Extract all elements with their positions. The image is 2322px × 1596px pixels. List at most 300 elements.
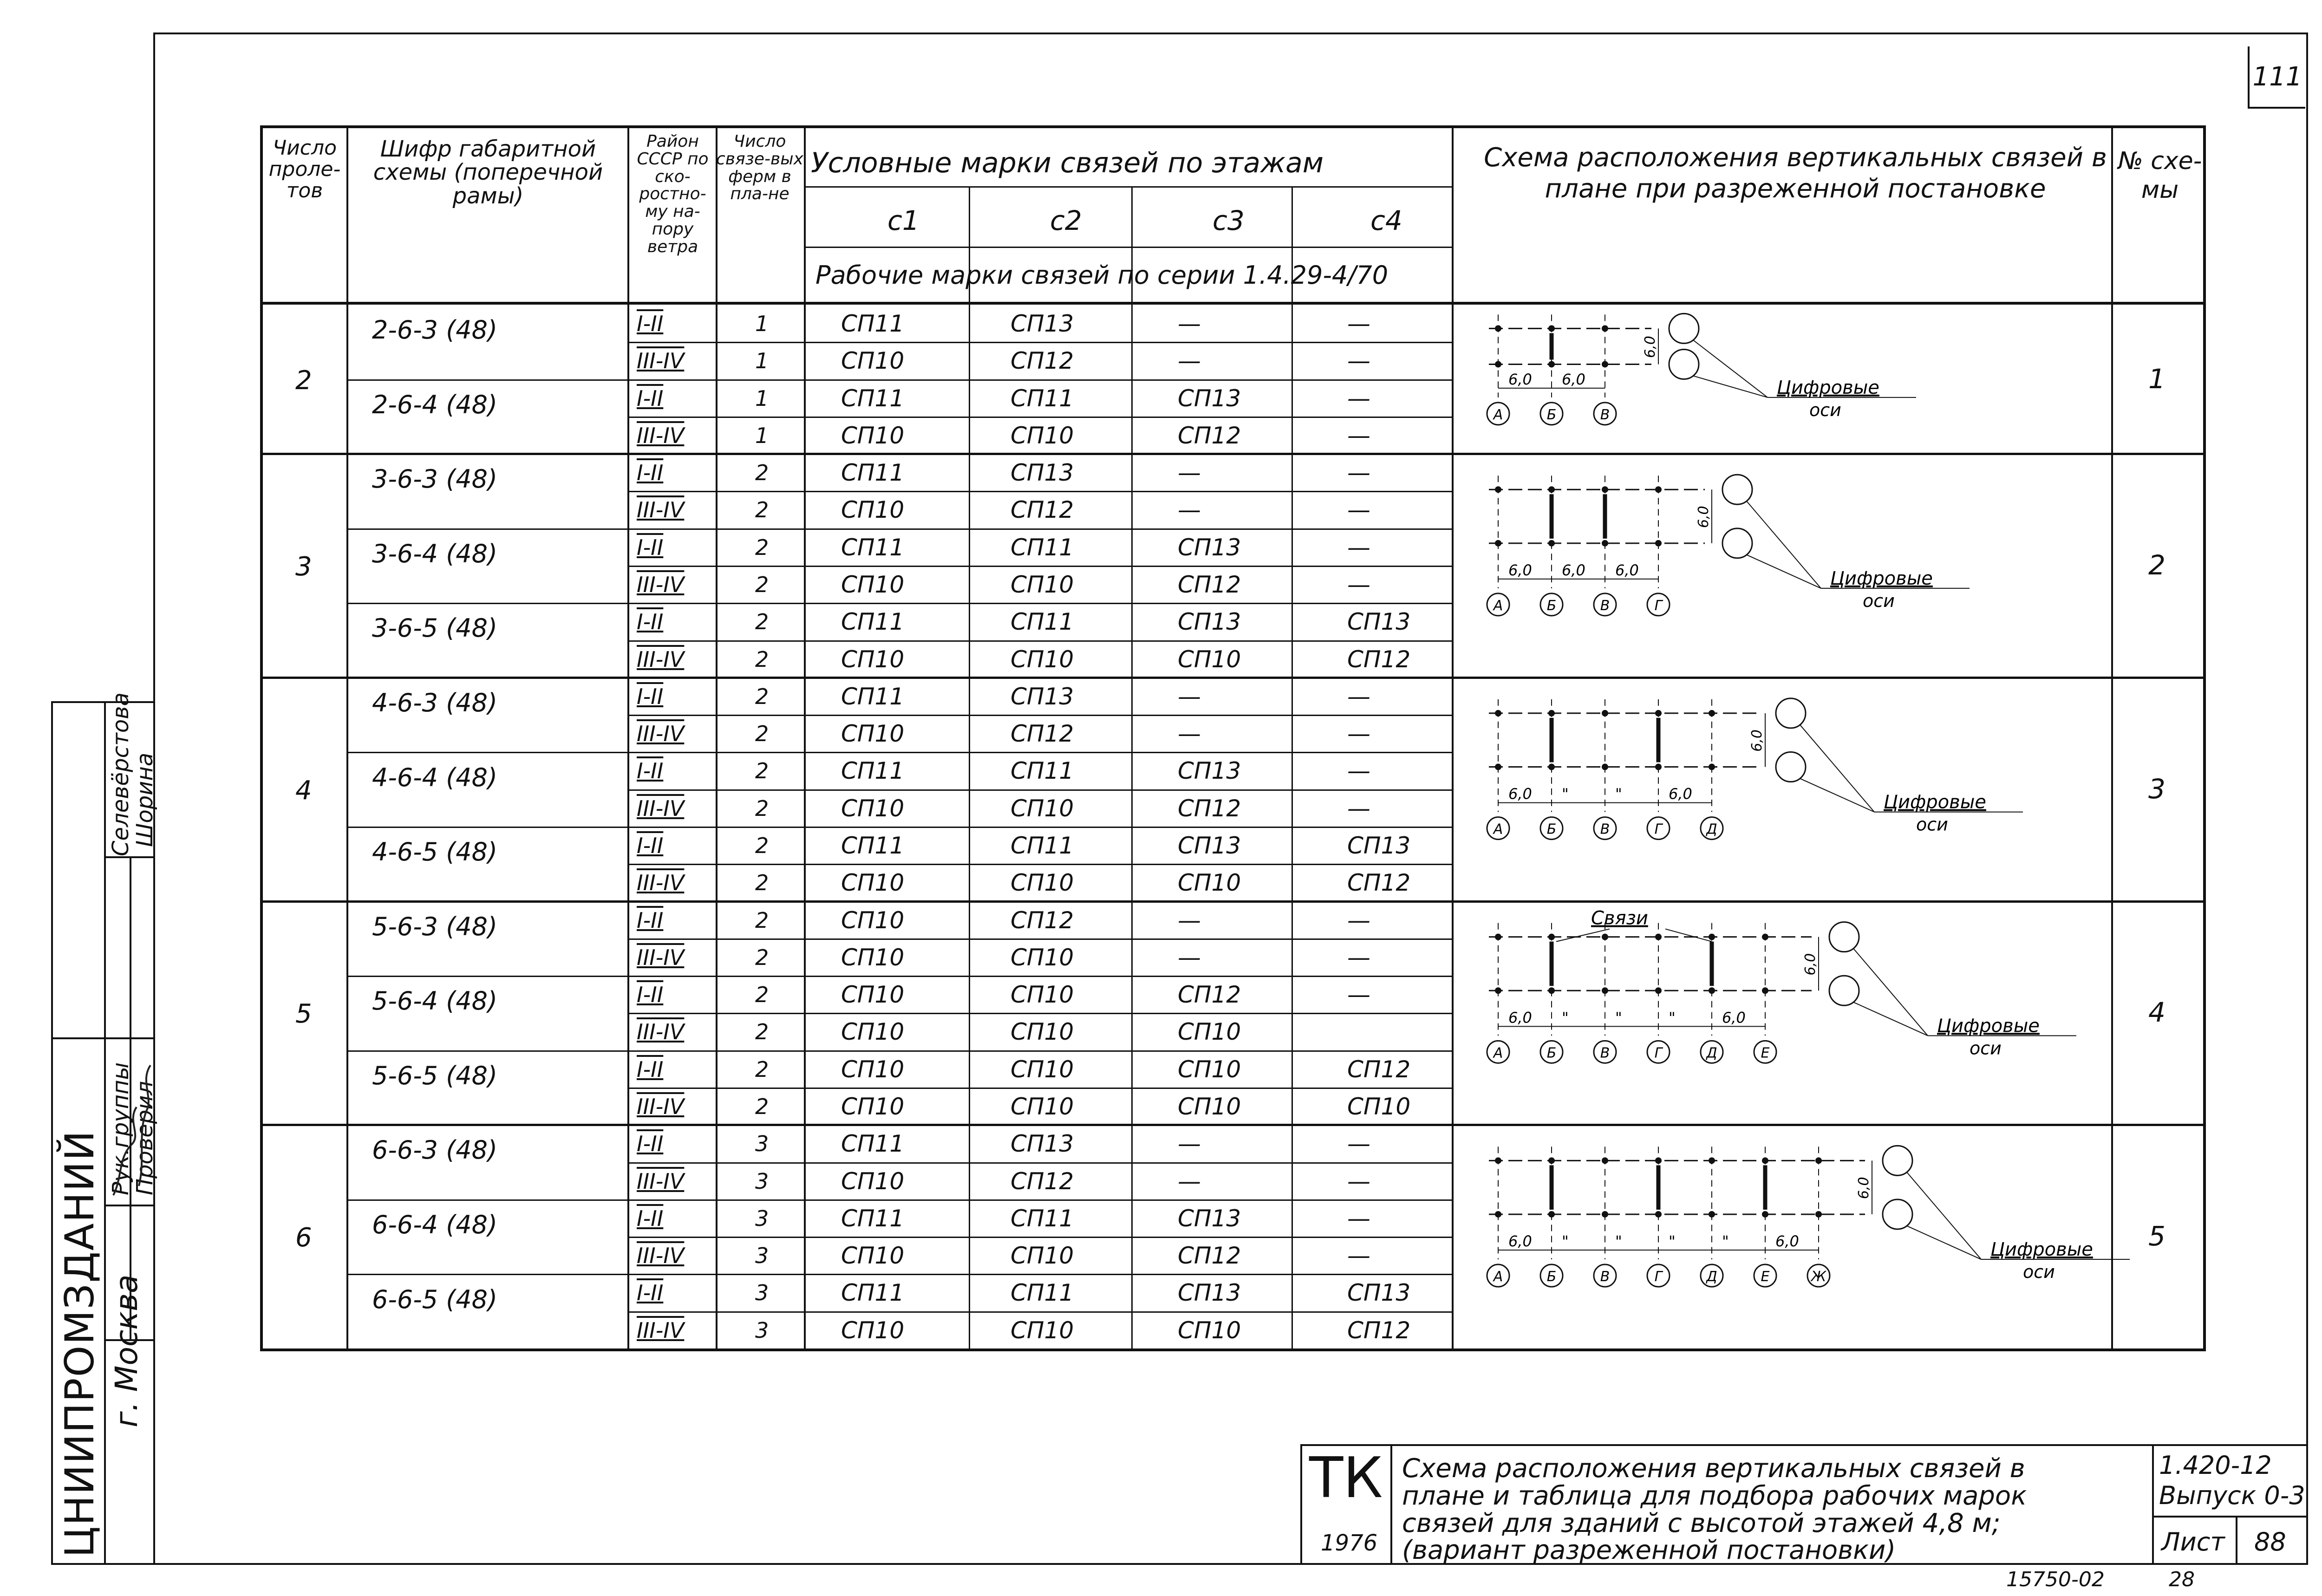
row-axis-bubble: [1829, 976, 1859, 1005]
mark-c1-cell: СП11: [841, 310, 905, 337]
mark-c2-cell: СП10: [1011, 795, 1074, 822]
title-block: [1300, 1444, 2308, 1565]
mark-c2-cell: СП13: [1011, 310, 1074, 337]
column-dot: [1495, 934, 1501, 940]
mark-c3-cell: —: [1178, 906, 1201, 934]
sheet-number: 111: [2248, 46, 2305, 109]
mark-c1-cell: СП10: [841, 496, 905, 524]
column-dot: [1655, 486, 1662, 493]
scheme-number: 5: [2148, 1220, 2165, 1252]
mark-c3-cell: —: [1178, 1167, 1201, 1195]
column-dot: [1548, 934, 1555, 940]
column-dot: [1602, 1157, 1608, 1164]
ties-count-cell: 3: [755, 1280, 769, 1306]
mark-c1-cell: СП11: [841, 757, 905, 785]
column-dot: [1548, 1211, 1555, 1218]
cipher-cell: 4-6-4 (48): [372, 762, 498, 792]
ties-count-cell: 1: [755, 348, 769, 374]
mark-c4-cell: СП12: [1347, 1316, 1411, 1344]
column-dot: [1602, 710, 1608, 717]
bracing-scheme: [1487, 1146, 2130, 1287]
mark-c4-cell: —: [1347, 906, 1370, 934]
ties-count-cell: 2: [755, 721, 769, 747]
ties-count-cell: 2: [755, 795, 769, 821]
ties-count-cell: 2: [755, 684, 769, 709]
ties-count-cell: 1: [755, 423, 769, 448]
region-cell: III-IV: [637, 1168, 685, 1194]
ties-count-cell: 3: [755, 1205, 769, 1231]
region-cell: I-II: [637, 833, 664, 858]
region-cell: I-II: [637, 1056, 664, 1082]
mark-c2-cell: СП11: [1011, 1205, 1074, 1232]
ties-count-cell: 2: [755, 982, 769, 1008]
leader-line: [1693, 340, 1768, 397]
digital-axes-label: Цифровые: [1937, 1015, 2040, 1037]
column-dot: [1815, 1157, 1822, 1164]
dimension-label: 6,0: [1508, 1232, 1532, 1251]
row-axis-bubble: [1722, 475, 1752, 504]
mark-c1-cell: СП10: [841, 1093, 905, 1120]
header-region: Район СССР по ско-ростно-му на-пору ветра: [637, 132, 709, 256]
title-block-sheet-label: Лист: [2161, 1527, 2225, 1557]
mark-c1-cell: СП11: [841, 1279, 905, 1307]
dimension-label-vertical: 6,0: [1642, 336, 1658, 358]
digital-axes-label: оси: [1863, 590, 1895, 611]
mark-c2-cell: СП10: [1011, 422, 1074, 449]
axis-label: А: [1493, 597, 1503, 614]
dimension-label: ": [1615, 785, 1622, 803]
mark-c3-cell: СП13: [1178, 832, 1241, 859]
mark-c2-cell: СП10: [1011, 1093, 1074, 1120]
scheme-number: 4: [2148, 997, 2165, 1029]
mark-c4-cell: —: [1347, 981, 1370, 1009]
column-dot: [1495, 486, 1501, 493]
axis-label: В: [1600, 821, 1610, 838]
column-dot: [1548, 361, 1555, 367]
mark-c1-cell: СП10: [841, 645, 905, 673]
group-spans: 4: [295, 775, 312, 806]
ties-count-cell: 2: [755, 646, 769, 672]
header-scheme-no: № схе-мы: [2118, 147, 2202, 204]
digital-axes-label: оси: [1809, 399, 1841, 420]
mark-c2-cell: СП13: [1011, 1130, 1074, 1158]
mark-c2-cell: СП12: [1011, 347, 1074, 375]
cipher-cell: 5-6-3 (48): [372, 912, 498, 941]
row-axis-bubble: [1883, 1199, 1912, 1229]
column-dot: [1655, 540, 1662, 547]
digital-axes-label: оси: [2023, 1262, 2055, 1283]
cipher-cell: 5-6-4 (48): [372, 986, 498, 1016]
region-cell: III-IV: [637, 572, 685, 597]
mark-c2-cell: СП10: [1011, 1018, 1074, 1046]
mark-c4-cell: —: [1347, 459, 1370, 487]
ties-count-cell: 2: [755, 945, 769, 970]
column-dot: [1548, 710, 1555, 717]
dimension-label: 6,0: [1775, 1232, 1799, 1251]
dimension-label: 6,0: [1562, 370, 1585, 388]
digital-axes-label: оси: [1916, 814, 1948, 835]
column-dot: [1548, 987, 1555, 994]
region-cell: I-II: [637, 311, 664, 336]
axis-label: Г: [1654, 597, 1663, 614]
cipher-cell: 3-6-4 (48): [372, 539, 498, 568]
mark-c2-cell: СП10: [1011, 981, 1074, 1009]
column-dot: [1602, 934, 1608, 940]
ties-count-cell: 2: [755, 833, 769, 858]
scheme-number: 3: [2148, 773, 2165, 805]
column-dot: [1709, 1157, 1715, 1164]
mark-c2-cell: СП10: [1011, 869, 1074, 897]
region-cell: III-IV: [637, 870, 685, 896]
column-dot: [1655, 987, 1662, 994]
column-dot: [1495, 710, 1501, 717]
region-cell: III-IV: [637, 795, 685, 821]
mark-c4-cell: СП12: [1347, 869, 1411, 897]
bracing-scheme: [1487, 698, 2023, 840]
axis-label: Г: [1654, 1045, 1663, 1062]
mark-c3-cell: СП12: [1178, 795, 1241, 822]
mark-c4-cell: —: [1347, 720, 1370, 748]
dimension-label: 6,0: [1508, 785, 1532, 803]
mark-c4-cell: СП13: [1347, 608, 1411, 636]
leader-line: [1853, 1002, 1928, 1036]
mark-c3-cell: СП10: [1178, 1055, 1241, 1083]
column-dot: [1548, 486, 1555, 493]
leader-line: [1907, 1172, 1981, 1259]
column-dot: [1655, 934, 1662, 940]
dimension-label: 6,0: [1508, 370, 1532, 388]
region-cell: III-IV: [637, 1317, 685, 1343]
group-spans: 5: [295, 999, 312, 1029]
mark-c3-cell: СП13: [1178, 1205, 1241, 1232]
mark-c1-cell: СП11: [841, 1205, 905, 1232]
dimension-label: ": [1562, 1232, 1569, 1251]
axis-label: Д: [1706, 1269, 1717, 1285]
column-dot: [1548, 540, 1555, 547]
row-axis-bubble: [1669, 349, 1699, 379]
stamp-org: ЦНИИПРОМЗДАНИЙ: [57, 1129, 103, 1557]
cipher-cell: 6-6-3 (48): [372, 1135, 498, 1165]
mark-c4-cell: —: [1347, 496, 1370, 524]
mark-c3-cell: —: [1178, 1130, 1201, 1158]
mark-c3-cell: СП13: [1178, 608, 1241, 636]
bracing-schemes: [263, 128, 2203, 1348]
dimension-label: ": [1669, 1009, 1676, 1027]
ties-count-cell: 2: [755, 1094, 769, 1119]
dimension-label: 6,0: [1562, 561, 1585, 579]
mark-c4-cell: —: [1347, 683, 1370, 710]
mark-c4-cell: —: [1347, 1167, 1370, 1195]
mark-c3-cell: СП13: [1178, 534, 1241, 561]
region-cell: III-IV: [637, 497, 685, 523]
mark-c1-cell: СП10: [841, 1167, 905, 1195]
mark-c4-cell: —: [1347, 310, 1370, 337]
dimension-label-vertical: 6,0: [1749, 730, 1765, 752]
region-cell: I-II: [637, 1205, 664, 1231]
ties-count-cell: 2: [755, 870, 769, 896]
mark-c3-cell: СП13: [1178, 384, 1241, 412]
stamp-name-2: Шорина: [132, 752, 158, 847]
dimension-label: ": [1562, 1009, 1569, 1027]
region-cell: I-II: [637, 982, 664, 1008]
dimension-label-vertical: 6,0: [1856, 1177, 1872, 1199]
axis-label: Д: [1706, 1045, 1717, 1062]
mark-c1-cell: СП10: [841, 1242, 905, 1270]
group-spans: 6: [295, 1223, 312, 1253]
mark-c3-cell: СП10: [1178, 1316, 1241, 1344]
mark-c2-cell: СП13: [1011, 683, 1074, 710]
mark-c4-cell: —: [1347, 1205, 1370, 1232]
axis-label: А: [1493, 821, 1503, 838]
column-dot: [1495, 540, 1501, 547]
ties-count-cell: 3: [755, 1131, 769, 1157]
mark-c4-cell: —: [1347, 757, 1370, 785]
column-dot: [1602, 325, 1608, 332]
mark-c1-cell: СП10: [841, 1018, 905, 1046]
mark-c3-cell: СП10: [1178, 645, 1241, 673]
mark-c2-cell: СП10: [1011, 571, 1074, 598]
mark-c3-cell: СП10: [1178, 869, 1241, 897]
column-dot: [1709, 1211, 1715, 1218]
mark-c3-cell: СП13: [1178, 1279, 1241, 1307]
row-axis-bubble: [1669, 313, 1699, 343]
mark-c1-cell: СП10: [841, 981, 905, 1009]
digital-axes-label: Цифровые: [1777, 377, 1879, 398]
header-c2: с2: [1050, 205, 1082, 236]
digital-axes-label: Цифровые: [1830, 567, 1933, 589]
stamp-name-1: Селевёрстова: [108, 692, 134, 856]
mark-c4-cell: —: [1347, 384, 1370, 412]
stamp-role-1: Рук.группы: [108, 1062, 134, 1195]
column-dot: [1495, 361, 1501, 367]
column-dot: [1602, 540, 1608, 547]
dimension-label: 6,0: [1508, 561, 1532, 579]
mark-c1-cell: СП11: [841, 384, 905, 412]
leader-line: [1800, 725, 1874, 812]
column-dot: [1762, 1211, 1768, 1218]
leader-line: [1693, 376, 1768, 397]
cipher-cell: 4-6-3 (48): [372, 688, 498, 717]
cipher-cell: 2-6-4 (48): [372, 390, 498, 419]
bracing-scheme: [1487, 475, 1970, 616]
ties-count-cell: 2: [755, 1056, 769, 1082]
digital-axes-label: Цифровые: [1884, 791, 1986, 813]
mark-c1-cell: СП11: [841, 1130, 905, 1158]
axis-label: Б: [1546, 1269, 1557, 1285]
stamp-role-2: Проверил: [132, 1081, 158, 1195]
axis-label: Е: [1761, 1045, 1770, 1062]
region-cell: I-II: [637, 534, 664, 560]
mark-c4-cell: —: [1347, 571, 1370, 598]
axis-label: А: [1493, 1269, 1503, 1285]
mark-c1-cell: СП10: [841, 869, 905, 897]
mark-c1-cell: СП10: [841, 571, 905, 598]
header-count: Число связе-вых ферм в пла-не: [716, 132, 803, 204]
mark-c4-cell: —: [1347, 1130, 1370, 1158]
mark-c4-cell: СП12: [1347, 1055, 1411, 1083]
mark-c2-cell: СП12: [1011, 496, 1074, 524]
mark-c2-cell: СП11: [1011, 1279, 1074, 1307]
region-cell: I-II: [637, 1280, 664, 1306]
footer-page: 28: [2169, 1568, 2195, 1591]
dimension-label: ": [1722, 1232, 1729, 1251]
ties-count-cell: 1: [755, 385, 769, 411]
ties-leader: [1556, 929, 1610, 942]
axis-label: Ж: [1811, 1269, 1826, 1285]
ties-count-cell: 2: [755, 497, 769, 523]
leader-line: [1747, 555, 1821, 588]
ties-count-cell: 3: [755, 1243, 769, 1269]
dimension-label-vertical: 6,0: [1802, 953, 1819, 976]
mark-c2-cell: СП12: [1011, 906, 1074, 934]
stamp-city: г. Москва: [109, 1274, 144, 1427]
mark-c3-cell: СП12: [1178, 422, 1241, 449]
ties-count-cell: 1: [755, 311, 769, 336]
cipher-cell: 3-6-3 (48): [372, 464, 498, 494]
mark-c4-cell: —: [1347, 944, 1370, 971]
mark-c3-cell: СП12: [1178, 981, 1241, 1009]
region-cell: I-II: [637, 385, 664, 411]
digital-axes-label: оси: [1970, 1038, 2002, 1059]
mark-c3-cell: —: [1178, 310, 1201, 337]
dimension-label: ": [1615, 1009, 1622, 1027]
mark-c1-cell: СП11: [841, 683, 905, 710]
mark-c2-cell: СП12: [1011, 1167, 1074, 1195]
axis-label: В: [1600, 406, 1610, 423]
header-c4: с4: [1370, 205, 1402, 236]
mark-c2-cell: СП11: [1011, 757, 1074, 785]
column-dot: [1709, 987, 1715, 994]
header-c3: с3: [1213, 205, 1245, 236]
axis-label: В: [1600, 1269, 1610, 1285]
mark-c4-cell: СП13: [1347, 1279, 1411, 1307]
group-spans: 3: [295, 552, 312, 582]
scheme-number: 2: [2148, 549, 2165, 581]
axis-label: Б: [1546, 1045, 1557, 1062]
column-dot: [1602, 764, 1608, 770]
header-marks-title: Условные марки связей по этажам: [811, 147, 1324, 179]
scheme-number: 1: [2148, 363, 2165, 395]
region-cell: III-IV: [637, 646, 685, 672]
column-dot: [1762, 1157, 1768, 1164]
bracing-scheme: [1487, 908, 2076, 1063]
dimension-label: 6,0: [1615, 561, 1639, 579]
title-block-series: 1.420-12: [2159, 1451, 2272, 1480]
mark-c1-cell: СП10: [841, 944, 905, 971]
region-cell: III-IV: [637, 348, 685, 374]
mark-c3-cell: —: [1178, 347, 1201, 375]
column-dot: [1495, 325, 1501, 332]
region-cell: III-IV: [637, 1243, 685, 1269]
mark-c3-cell: —: [1178, 944, 1201, 971]
axis-label: Г: [1654, 821, 1663, 838]
mark-c4-cell: —: [1347, 534, 1370, 561]
column-dot: [1815, 1211, 1822, 1218]
region-cell: III-IV: [637, 945, 685, 970]
mark-c3-cell: СП10: [1178, 1093, 1241, 1120]
header-cipher: Шифр габаритной схемы (поперечной рамы): [373, 136, 603, 209]
column-dot: [1655, 1211, 1662, 1218]
mark-c2-cell: СП10: [1011, 645, 1074, 673]
leader-line: [1907, 1226, 1981, 1259]
cipher-cell: 5-6-5 (48): [372, 1061, 498, 1090]
mark-c1-cell: СП10: [841, 422, 905, 449]
mark-c2-cell: СП10: [1011, 1242, 1074, 1270]
mark-c2-cell: СП11: [1011, 384, 1074, 412]
column-dot: [1655, 764, 1662, 770]
ties-count-cell: 2: [755, 758, 769, 784]
mark-c4-cell: —: [1347, 347, 1370, 375]
mark-c3-cell: СП10: [1178, 1018, 1241, 1046]
mark-c2-cell: СП11: [1011, 534, 1074, 561]
column-dot: [1602, 486, 1608, 493]
mark-c4-cell: —: [1347, 795, 1370, 822]
mark-c3-cell: —: [1178, 459, 1201, 487]
region-cell: I-II: [637, 1131, 664, 1157]
row-axis-bubble: [1776, 752, 1806, 782]
mark-c1-cell: СП11: [841, 832, 905, 859]
bracing-scheme: [1487, 313, 1916, 424]
column-dot: [1548, 764, 1555, 770]
mark-c2-cell: СП12: [1011, 720, 1074, 748]
column-dot: [1655, 1157, 1662, 1164]
ties-count-cell: 2: [755, 907, 769, 933]
mark-c2-cell: СП11: [1011, 608, 1074, 636]
dimension-label: ": [1669, 1232, 1676, 1251]
axis-label: В: [1600, 1045, 1610, 1062]
cipher-cell: 4-6-5 (48): [372, 837, 498, 867]
region-cell: I-II: [637, 758, 664, 784]
header-spans: Число проле-тов: [268, 136, 341, 203]
axis-label: Д: [1706, 821, 1717, 838]
mark-c1-cell: СП10: [841, 720, 905, 748]
region-cell: I-II: [637, 460, 664, 486]
axis-label: Г: [1654, 1269, 1663, 1285]
axis-label: Б: [1546, 821, 1557, 838]
group-spans: 2: [295, 365, 312, 396]
dimension-label-vertical: 6,0: [1696, 506, 1712, 528]
column-dot: [1495, 1211, 1501, 1218]
leader-line: [1800, 779, 1874, 812]
mark-c3-cell: —: [1178, 683, 1201, 710]
mark-c1-cell: СП11: [841, 608, 905, 636]
mark-c1-cell: СП10: [841, 1316, 905, 1344]
mark-c2-cell: СП10: [1011, 1316, 1074, 1344]
mark-c1-cell: СП10: [841, 347, 905, 375]
region-cell: III-IV: [637, 721, 685, 747]
axis-label: А: [1493, 406, 1503, 423]
marks-table: [260, 125, 2206, 1351]
mark-c1-cell: СП10: [841, 906, 905, 934]
header-c1: с1: [887, 205, 920, 236]
header-scheme: Схема расположения вертикальных связей в плане при разреженной постановке: [1484, 143, 2107, 204]
axis-label: Е: [1761, 1269, 1770, 1285]
column-dot: [1709, 764, 1715, 770]
cipher-cell: 6-6-5 (48): [372, 1284, 498, 1314]
axis-label: Б: [1546, 597, 1557, 614]
column-dot: [1495, 987, 1501, 994]
column-dot: [1495, 764, 1501, 770]
mark-c1-cell: СП10: [841, 1055, 905, 1083]
mark-c3-cell: СП12: [1178, 571, 1241, 598]
org-stamp: [51, 692, 158, 1565]
column-dot: [1602, 987, 1608, 994]
mark-c2-cell: СП13: [1011, 459, 1074, 487]
column-dot: [1548, 325, 1555, 332]
column-dot: [1495, 1157, 1501, 1164]
ties-count-cell: 2: [755, 1019, 769, 1045]
leader-line: [1853, 949, 1928, 1036]
